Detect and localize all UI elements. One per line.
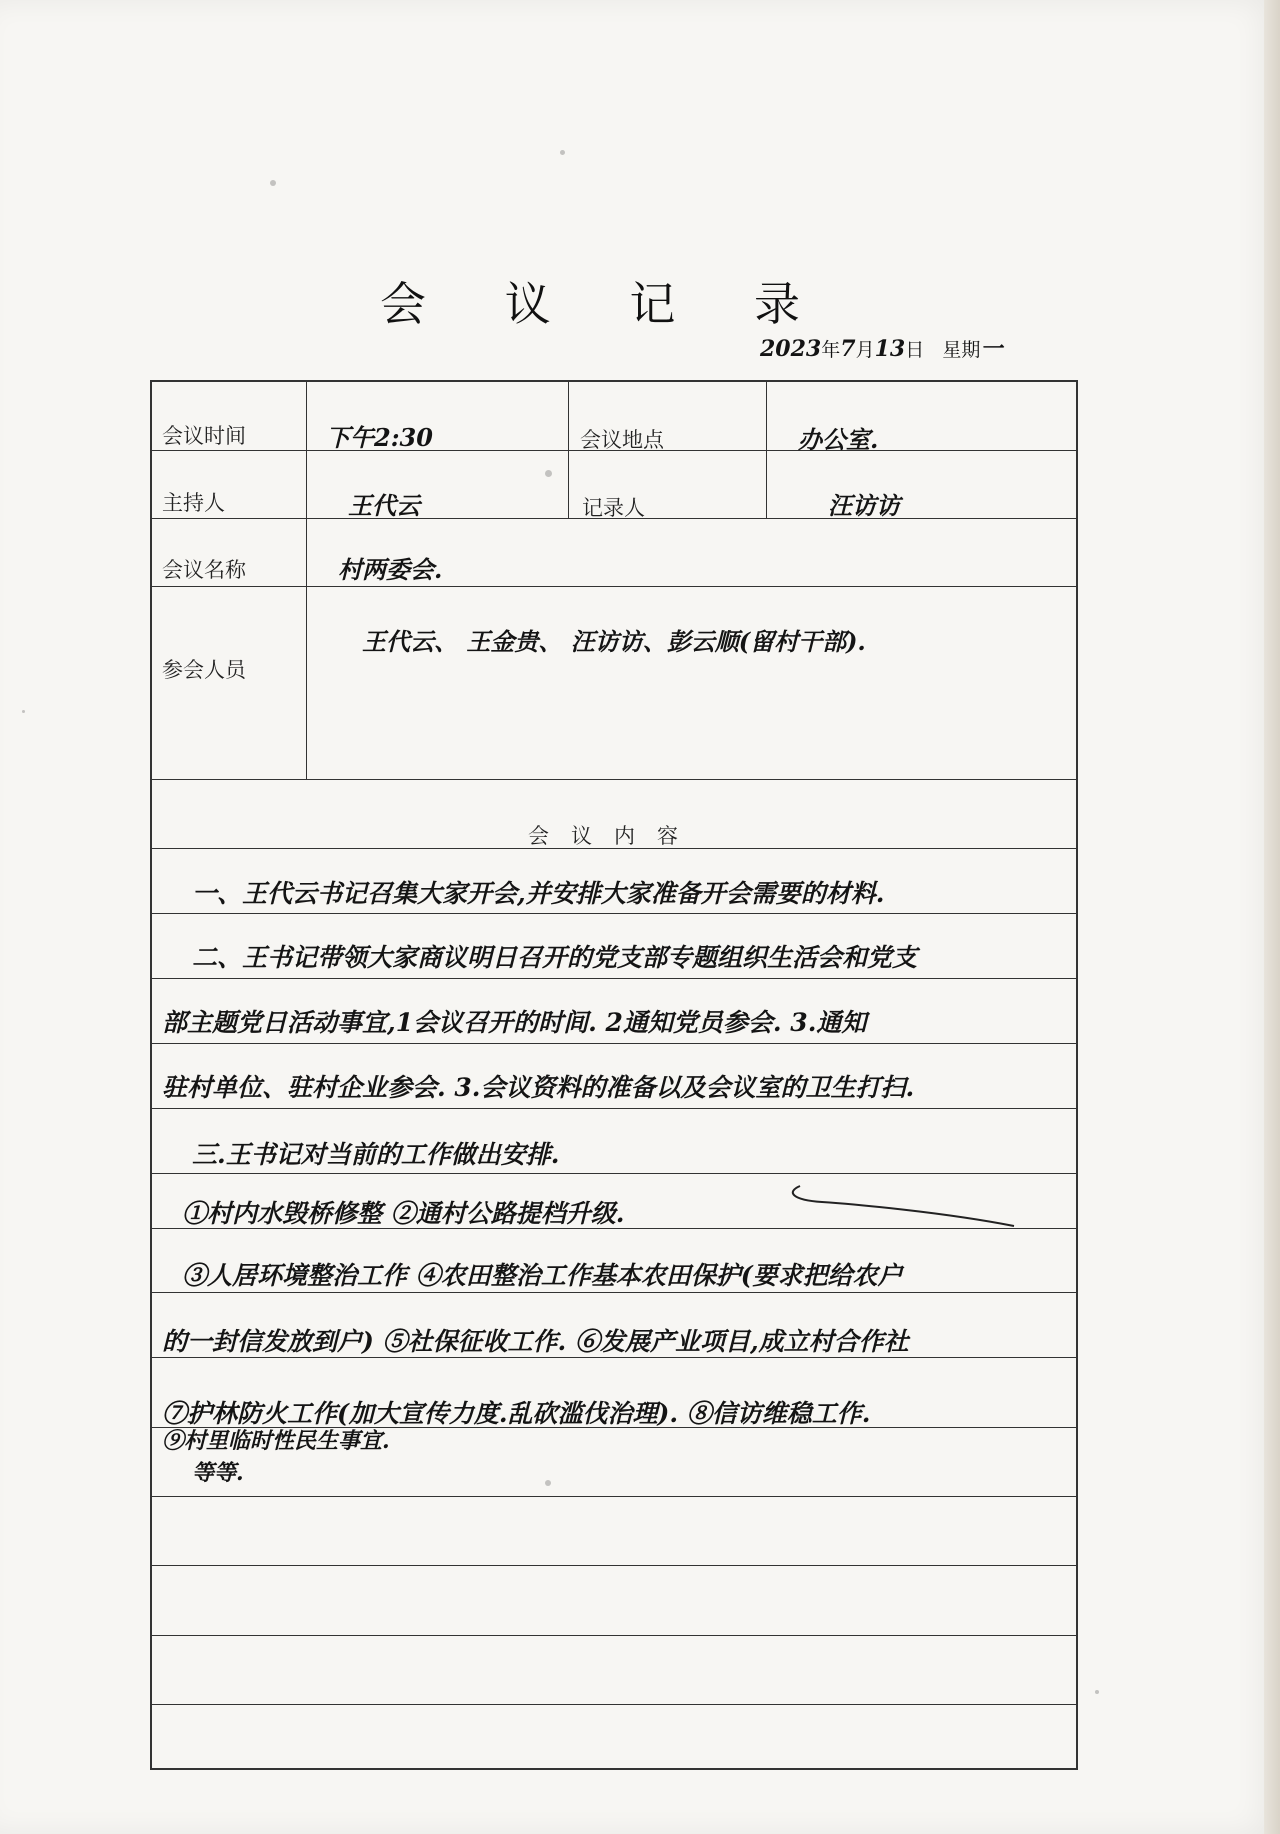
content-line: 二、王书记带领大家商议明日召开的党支部专题组织生活会和党支 [192,943,918,972]
scan-speck [545,1480,551,1486]
ruled-line [152,1043,1076,1044]
column-divider [766,382,767,518]
title-char: 记 [629,277,676,331]
title-char: 议 [504,277,551,331]
value-attendees: 王代云、 王金贵、 汪访访、彭云顺(留村干部). [362,627,866,656]
content-line: ⑨村里临时性民生事宜. [162,1428,390,1454]
pen-stroke [782,1172,1022,1232]
scan-speck [22,710,25,713]
label-host: 主持人 [162,491,225,515]
date-year: 2023 [760,336,822,362]
content-line: ①村内水毁桥修整 ②通村公路提档升级. [182,1199,625,1228]
content-line: 等等. [192,1460,244,1486]
label-attendees: 参会人员 [162,658,246,682]
content-line: ③人居环境整治工作 ④农田整治工作基本农田保护(要求把给农户 [182,1261,903,1290]
ruled-line [152,978,1076,979]
year-label: 年 [821,339,841,361]
meeting-form [150,380,1078,1770]
weekday-label: 星期 [942,339,981,361]
ruled-line [152,1635,1076,1636]
content-line: 一、王代云书记召集大家开会,并安排大家准备开会需要的材料. [192,879,885,908]
value-meeting-place: 办公室. [798,425,879,454]
value-recorder: 汪访访 [828,491,900,520]
page-title [380,268,800,334]
content-line: 驻村单位、驻村企业参会. 3.会议资料的准备以及会议室的卫生打扫. [162,1073,915,1102]
row-divider [152,779,1076,780]
ruled-line [152,1565,1076,1566]
scan-speck [545,470,552,477]
content-line: ⑦护林防火工作(加大宣传力度.乱砍滥伐治理). ⑧信访维稳工作. [162,1399,871,1428]
date-day: 13 [874,336,906,362]
ruled-line [152,1108,1076,1109]
date-line [760,332,1002,363]
title-char: 会 [380,277,426,331]
column-divider [568,382,569,518]
label-meeting-place: 会议地点 [580,428,664,452]
ruled-line [152,1496,1076,1497]
scan-speck [1095,1690,1099,1694]
paper-edge [1264,0,1280,1834]
day-label: 日 [905,339,925,361]
label-recorder: 记录人 [582,496,645,520]
column-divider [306,382,307,779]
date-month: 7 [840,336,856,362]
row-divider [152,586,1076,587]
date-weekday: 一 [980,336,1003,362]
scan-speck [270,180,276,186]
ruled-line [152,1704,1076,1705]
title-char: 录 [753,277,800,331]
ruled-line [152,913,1076,914]
label-meeting-time: 会议时间 [162,424,246,448]
content-line: 的一封信发放到户) ⑤社保征收工作. ⑥发展产业项目,成立村合作社 [162,1327,909,1356]
value-meeting-time: 下午2:30 [326,423,433,452]
month-label: 月 [855,339,875,361]
scan-speck [560,150,565,155]
value-host: 王代云 [348,491,420,520]
content-header: 会议内容 [528,824,700,848]
value-meeting-name: 村两委会. [338,555,443,584]
content-line: 部主题党日活动事宜,1会议召开的时间. 2通知党员参会. 3.通知 [162,1008,867,1037]
ruled-line [152,1292,1076,1293]
content-line: 三.王书记对当前的工作做出安排. [192,1140,560,1169]
label-meeting-name: 会议名称 [162,558,246,582]
